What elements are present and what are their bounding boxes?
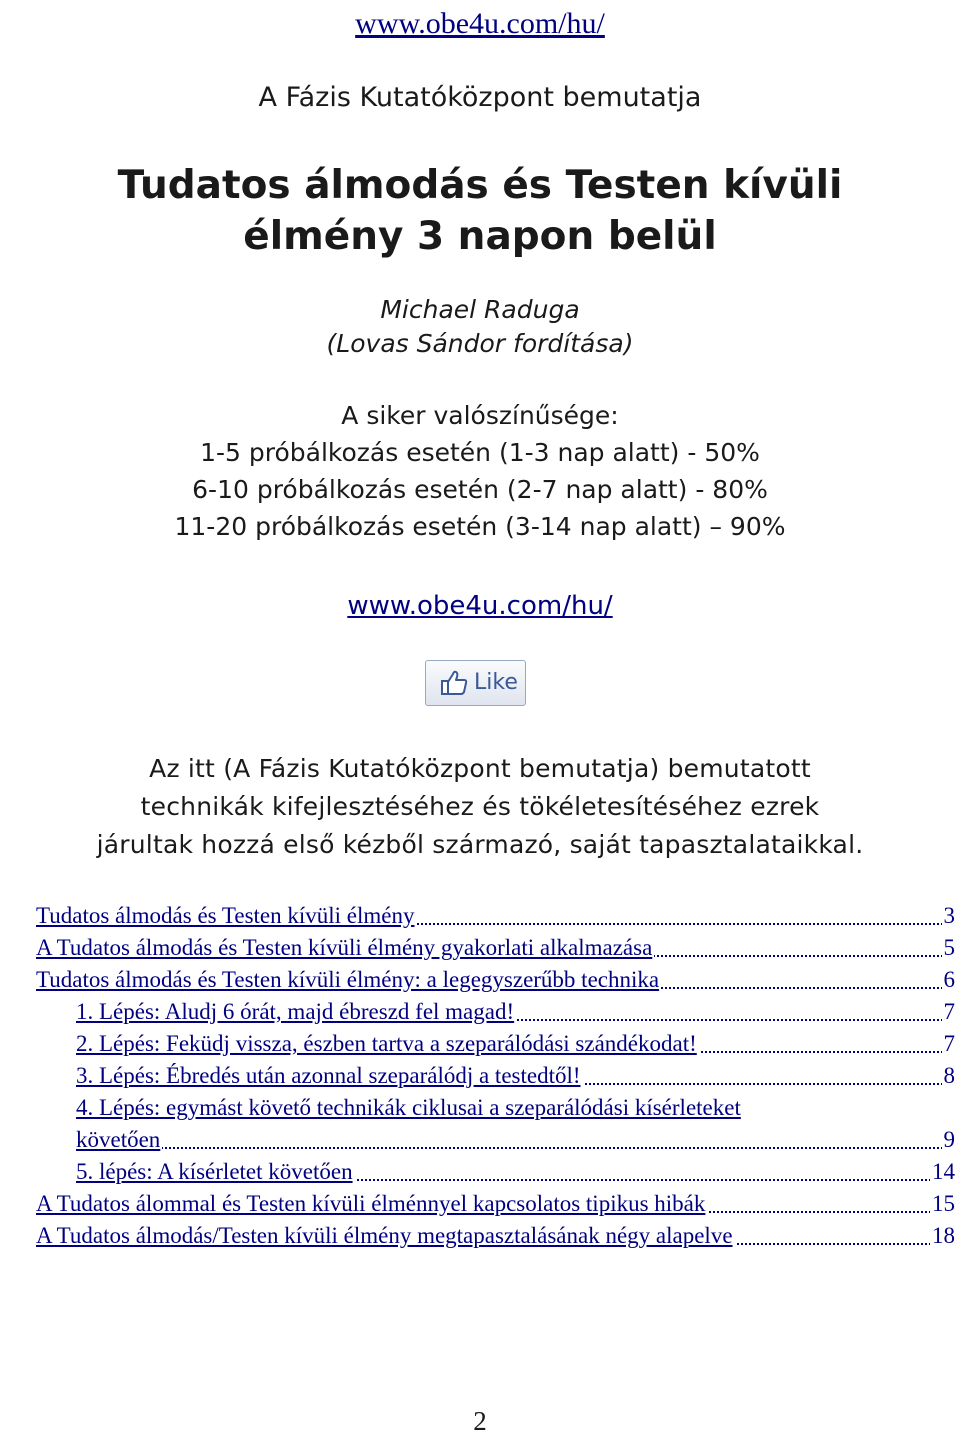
- intro-paragraph: [0, 750, 960, 864]
- success-line: 11-20 próbálkozás esetén (3-14 nap alatt) – 90%: [174, 512, 786, 541]
- intro-line: Az itt (A Fázis Kutatóközpont bemutatja) bemutatott: [149, 754, 811, 783]
- toc-entry-second-line: [76, 1124, 955, 1156]
- toc-link[interactable]: [36, 1188, 955, 1220]
- toc-page-number: 14: [930, 1156, 955, 1188]
- toc-item: [76, 996, 955, 1028]
- toc-item: [36, 932, 955, 964]
- document-title: [0, 160, 960, 262]
- title-line-1: Tudatos álmodás és Testen kívüli: [117, 163, 843, 208]
- toc-item: [76, 1092, 955, 1156]
- toc-entry-title: Tudatos álmodás és Testen kívüli élmény: [36, 903, 415, 928]
- toc-entry-title: 3. Lépés: Ébredés után azonnal szeparálódj a testedtől!: [76, 1063, 581, 1088]
- intro-line: technikák kifejlesztéséhez és tökéletesítéséhez ezrek: [140, 792, 820, 821]
- toc-page-number: 8: [942, 1060, 956, 1092]
- toc-entry-title: A Tudatos álmodás és Testen kívüli élmény gyakorlati alkalmazása: [36, 935, 653, 960]
- toc-entry-title: 4. Lépés: egymást követő technikák ciklusai a szeparálódási kísérleteket: [76, 1092, 955, 1124]
- author-name: Michael Raduga: [380, 295, 580, 324]
- toc-page-number: 9: [942, 1124, 956, 1156]
- toc-link[interactable]: [76, 996, 955, 1028]
- toc-item: [76, 1060, 955, 1092]
- toc-link[interactable]: [76, 1060, 955, 1092]
- success-line: 6-10 próbálkozás esetén (2-7 nap alatt) - 80%: [192, 475, 768, 504]
- toc-entry-title: A Tudatos álmodás/Testen kívüli élmény megtapasztalásának négy alapelve: [36, 1223, 733, 1248]
- toc-entry-title: Tudatos álmodás és Testen kívüli élmény: a legegyszerűbb technika: [36, 967, 660, 992]
- toc-item: [36, 1188, 955, 1220]
- toc-link[interactable]: [36, 900, 955, 932]
- toc-page-number: 6: [942, 964, 956, 996]
- page-number: 2: [473, 1406, 487, 1436]
- toc-link[interactable]: [76, 1028, 955, 1060]
- toc-link[interactable]: [76, 1156, 955, 1188]
- toc-entry-title: 5. lépés: A kísérletet követően: [76, 1159, 353, 1184]
- success-heading: A siker valószínűsége:: [341, 401, 619, 430]
- toc-item: [76, 1028, 955, 1060]
- website-link[interactable]: www.obe4u.com/hu/: [355, 7, 605, 40]
- toc-item: [36, 900, 955, 932]
- toc-entry-title: A Tudatos álommal és Testen kívüli élménnyel kapcsolatos tipikus hibák: [36, 1191, 706, 1216]
- author-block: [0, 293, 960, 361]
- website-link-secondary[interactable]: www.obe4u.com/hu/: [347, 591, 613, 621]
- translator-credit: (Lovas Sándor fordítása): [326, 329, 634, 358]
- toc-page-number: 7: [942, 1028, 956, 1060]
- success-probability-block: [0, 397, 960, 545]
- toc-entry-title-continued: követően: [76, 1127, 161, 1152]
- toc-item: [76, 1156, 955, 1188]
- toc-link[interactable]: [36, 964, 955, 996]
- thumbs-up-icon: [440, 670, 468, 696]
- title-line-2: élmény 3 napon belül: [243, 214, 717, 259]
- toc-leader-dots: [76, 1147, 955, 1149]
- presenter-line: A Fázis Kutatóközpont bemutatja: [258, 82, 702, 113]
- intro-line: járultak hozzá első kézből származó, saját tapasztalataikkal.: [96, 830, 864, 859]
- like-label: Like: [474, 670, 518, 695]
- success-line: 1-5 próbálkozás esetén (1-3 nap alatt) - 50%: [200, 438, 760, 467]
- toc-page-number: 5: [942, 932, 956, 964]
- toc-link[interactable]: [36, 932, 955, 964]
- toc-entry-title: 2. Lépés: Feküdj vissza, észben tartva a szeparálódási szándékodat!: [76, 1031, 697, 1056]
- toc-page-number: 18: [930, 1220, 955, 1252]
- toc-page-number: 15: [930, 1188, 955, 1220]
- toc-page-number: 3: [942, 900, 956, 932]
- like-button[interactable]: [425, 660, 526, 706]
- toc-entry-title: 1. Lépés: Aludj 6 órát, majd ébreszd fel magad!: [76, 999, 515, 1024]
- toc-link[interactable]: [36, 1220, 955, 1252]
- toc-item: [36, 964, 955, 996]
- table-of-contents: [0, 900, 960, 1252]
- toc-item: [36, 1220, 955, 1252]
- toc-link[interactable]: [76, 1092, 955, 1156]
- toc-page-number: 7: [942, 996, 956, 1028]
